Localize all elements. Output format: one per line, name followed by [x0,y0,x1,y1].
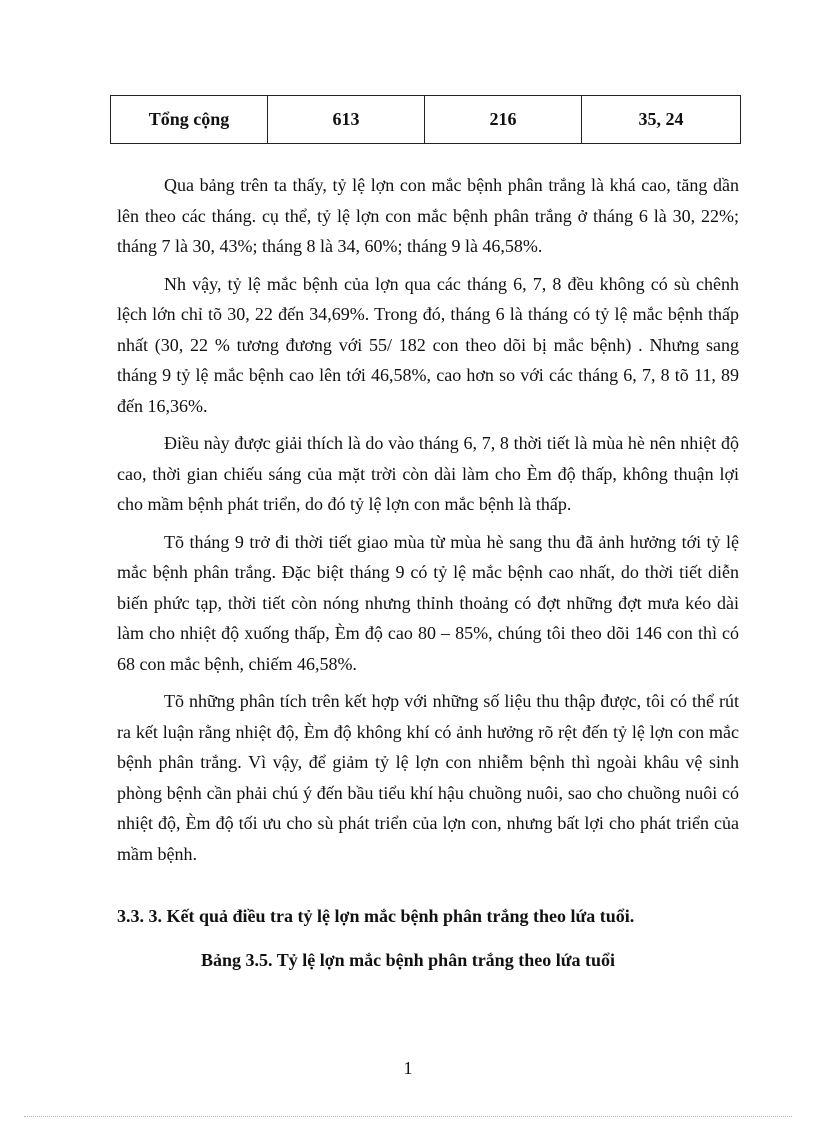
total-count-cell: 613 [268,96,425,144]
body-text [117,170,739,869]
page-bottom-divider [24,1116,792,1117]
page-number: 1 [403,1058,413,1078]
paragraph: Nh vậy, tỷ lệ mắc bệnh của lợn qua các tháng 6, 7, 8 đều không có sù chênh lệch lớn chỉ tõ 30, 22 đến 34,69%. Trong đó, tháng 6 là tháng có tỷ lệ mắc bệnh thấp nhất (30, 22 % tương đương với 55/ 182 con theo dõi bị mắc bệnh) . Nhưng sang tháng 9 tỷ lệ mắc bệnh cao lên tới 46,58%, cao hơn so với các tháng 6, 7, 8 tõ 11, 89 đến 16,36%. [117,273,739,416]
table-row [111,96,741,144]
paragraph: Tõ những phân tích trên kết hợp với những số liệu thu thập được, tôi có thể rút ra kết luận rằng nhiệt độ, Èm độ không khí có ảnh hưởng rõ rệt đến tỷ lệ lợn con mắc bệnh phân trắng. Vì vậy, để giảm tỷ lệ lợn con nhiễm bệnh thì ngoài khâu vệ sinh phòng bệnh cần phải chú ý đến bầu tiểu khí hậu chuồng nuôi, sao cho chuồng nuôi có nhiệt độ, Èm độ tối ưu cho sù phát triển của lợn con, nhưng bất lợi cho phát triển của mầm bệnh. [117,691,739,864]
rate-cell: 35, 24 [582,96,741,144]
table-caption: Bảng 3.5. Tỷ lệ lợn mắc bệnh phân trắng theo lứa tuổi [201,950,615,970]
summary-table [110,95,741,144]
paragraph: Điều này được giải thích là do vào tháng 6, 7, 8 thời tiết là mùa hè nên nhiệt độ cao, thời gian chiếu sáng của mặt trời còn dài làm cho Èm độ thấp, không thuận lợi cho mầm bệnh phát triển, do đó tỷ lệ lợn con mắc bệnh là thấp. [117,433,739,514]
paragraph: Tõ tháng 9 trở đi thời tiết giao mùa từ mùa hè sang thu đã ảnh hưởng tới tỷ lệ mắc bệnh phân trắng. Đặc biệt tháng 9 có tỷ lệ mắc bệnh cao nhất, do thời tiết diễn biến phức tạp, thời tiết còn nóng nhưng thỉnh thoảng có đợt những đợt mưa kéo dài làm cho nhiệt độ xuống thấp, Èm độ cao 80 – 85%, chúng tôi theo dõi 146 con thì có 68 con mắc bệnh, chiếm 46,58%. [117,531,739,674]
section-heading: 3.3. 3. Kết quả điều tra tỷ lệ lợn mắc bệnh phân trắng theo lứa tuổi. [117,906,635,926]
affected-count-cell: 216 [425,96,582,144]
total-label-cell: Tổng cộng [111,96,268,144]
paragraph: Qua bảng trên ta thấy, tỷ lệ lợn con mắc bệnh phân trắng là khá cao, tăng dần lên theo các tháng. cụ thể, tỷ lệ lợn con mắc bệnh phân trắng ở tháng 6 là 30, 22%; tháng 7 là 30, 43%; tháng 8 là 34, 60%; tháng 9 là 46,58%. [117,175,739,256]
